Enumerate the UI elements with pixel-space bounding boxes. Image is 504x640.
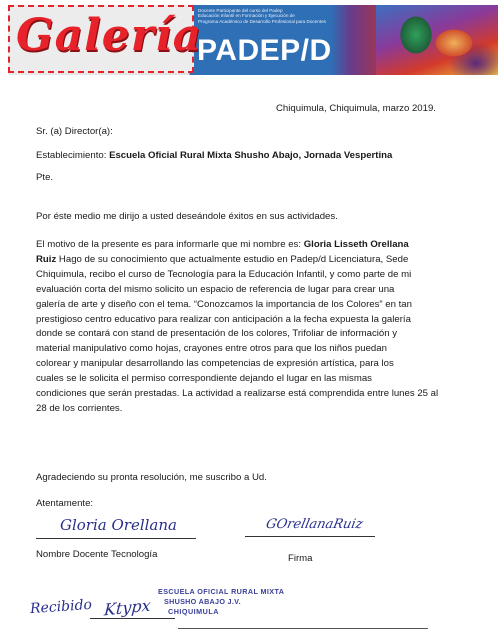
handwritten-recibido: Recibido — [29, 596, 93, 618]
handwritten-signature-name: Gloria Orellana — [60, 516, 177, 534]
body-line: 28 de los corrientes. — [36, 402, 123, 414]
signature-line-left — [36, 538, 196, 539]
body-line: El motivo de la presente es para informarle que mi nombre es: Gloria Lisseth Orellana — [36, 239, 409, 250]
establishment-value: Escuela Oficial Rural Mixta Shusho Abajo, Jornada Vespertina — [109, 150, 393, 161]
body-line: Ruiz Hago de su conocimiento que actualmente estudio en Padep/d Licenciatura, Sede — [36, 253, 409, 265]
letter-opening: Por éste medio me dirijo a usted deseándole éxitos en sus actividades. — [36, 211, 338, 222]
body-line: colorear y manipular desarrollando las competencias de expresión artística, para los — [36, 358, 394, 370]
body-line: galería de arte y diseño con el tema. “Conozcamos la importancia de los Colores” en tan — [36, 298, 412, 310]
body-line: prestigioso centro educativo para realizar con anticipación a la fecha expuesta la galería — [36, 313, 411, 325]
author-surname: Ruiz — [36, 253, 57, 265]
establishment-line — [36, 149, 392, 163]
body-line: cuales se le solicita el permiso correspondiente dejando el lugar en las mismas — [36, 373, 372, 385]
body-line: donde se contará con stand de presentación de los colores, Trifoliar de información y — [36, 328, 398, 340]
receipt-line — [90, 618, 175, 619]
stamp-line: CHIQUIMULA — [168, 607, 219, 616]
signature-line-right — [245, 536, 375, 537]
bottom-rule — [178, 628, 428, 629]
body-line: Chiquimula, recibo el curso de Tecnología para la Educación Infantil, y como parte de mi — [36, 268, 412, 280]
body-line: condiciones que serán prestadas. La actividad a realizarse está comprendida entre lunes 25 al — [36, 388, 439, 400]
atentamente-label: Atentamente: — [36, 498, 94, 509]
banner-small-line: Programa Académico de Desarrollo Profesional para Docentes — [198, 18, 326, 24]
banner-small-line: Educación Infantil en Formación y Ejecución de — [198, 13, 295, 19]
body-line: material manipulativo como hojas, crayones entre otros para que los niños puedan — [36, 343, 387, 355]
letter-body — [36, 238, 466, 417]
school-stamp — [158, 587, 318, 617]
program-logo-text: PADEP/D — [197, 34, 332, 67]
banner-small-line: Docente Participante del curso del Padep — [198, 8, 283, 13]
firma-label: Firma — [288, 553, 313, 564]
galeria-logo-text: Galería — [16, 10, 203, 61]
letter-pte: Pte. — [36, 172, 54, 183]
painted-face-image — [376, 5, 498, 75]
establishment-label: Establecimiento: — [36, 150, 107, 161]
letter-closing: Agradeciendo su pronta resolución, me suscribo a Ud. — [36, 472, 267, 483]
letter-date: Chiquimula, Chiquimula, marzo 2019. — [276, 103, 436, 114]
handwritten-firma-scribble: GOrellanaRuiz — [264, 517, 365, 532]
letter-salutation: Sr. (a) Director(a): — [36, 126, 113, 137]
banner-small-text — [198, 8, 358, 24]
stamp-line: ESCUELA OFICIAL RURAL MIXTA — [158, 587, 285, 596]
author-name: Gloria Lisseth Orellana — [303, 239, 409, 250]
handwritten-receipt-scribble: Ktypx — [103, 595, 152, 620]
signature-label-left: Nombre Docente Tecnología — [36, 549, 158, 560]
body-line: evaluación corta del mismo solicito un espacio de referencia de lugar para crear una — [36, 283, 395, 295]
stamp-line: SHUSHO ABAJO J.V. — [164, 597, 241, 606]
